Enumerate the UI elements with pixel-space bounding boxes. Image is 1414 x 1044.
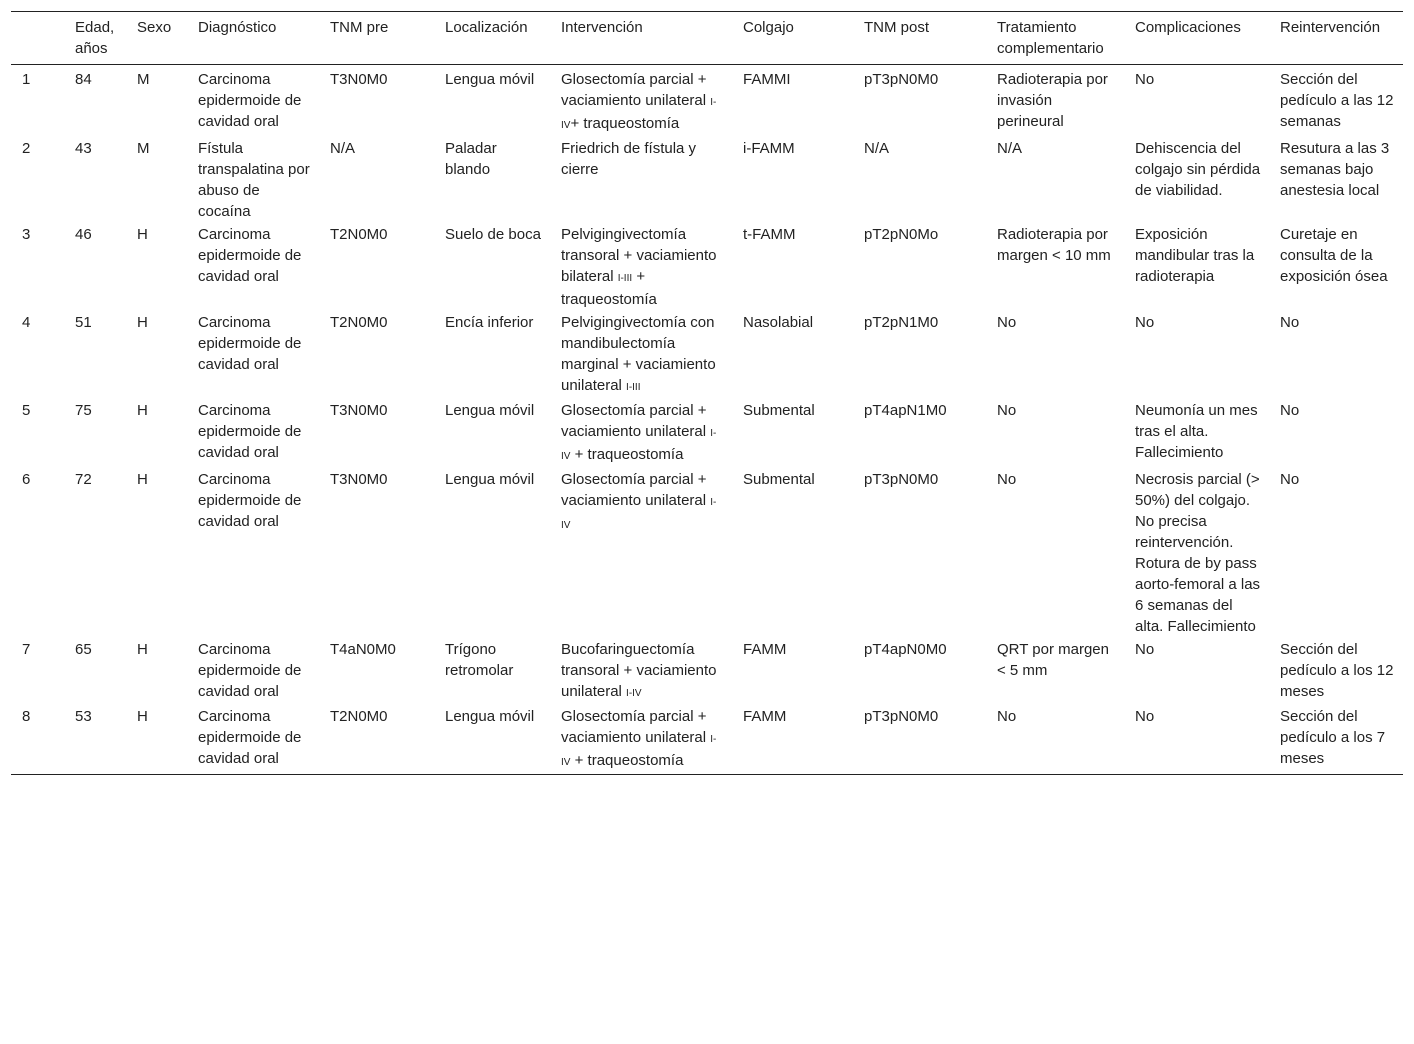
- intervencion-sc: I-IV: [561, 428, 717, 462]
- cell-tnm-pre: T3N0M0: [330, 402, 388, 419]
- cell-diagnostico: Carcinoma epidermoide de cavidad oral: [198, 471, 302, 530]
- cell-complicaciones: Dehiscencia del colgajo sin pérdida de viabilidad.: [1135, 140, 1261, 199]
- cell-reintervencion: Sección del pedículo a los 12 meses: [1280, 641, 1394, 700]
- cell-colgajo: FAMMI: [743, 71, 791, 88]
- cell-number: 6: [22, 471, 31, 488]
- cell-localizacion: Lengua móvil: [445, 471, 535, 488]
- patient-table-container: [11, 11, 1403, 775]
- header-col-edad: Edad, años: [75, 19, 115, 57]
- intervencion-pre: Bucofaringuectomía transoral + vaciamiento unilateral: [561, 641, 717, 700]
- cell-diagnostico: Carcinoma epidermoide de cavidad oral: [198, 402, 302, 461]
- cell-sexo: M: [137, 140, 150, 157]
- cell-diagnostico: Carcinoma epidermoide de cavidad oral: [198, 314, 302, 373]
- cell-tratamiento: No: [997, 471, 1017, 488]
- cell-edad: 75: [75, 402, 92, 419]
- cell-tnm-pre: T4aN0M0: [330, 641, 396, 658]
- cell-sexo: H: [137, 226, 148, 243]
- intervencion-sc: I-IV: [561, 497, 717, 531]
- cell-edad: 53: [75, 708, 92, 725]
- header-col-localizacion: Localización: [445, 19, 528, 36]
- header-col-tnm-pre: TNM pre: [330, 19, 389, 36]
- header-col-intervencion: Intervención: [561, 19, 643, 36]
- intervencion-pre: Friedrich de fístula y cierre: [561, 140, 697, 178]
- intervencion-sc: I-III: [617, 273, 633, 284]
- cell-edad: 51: [75, 314, 92, 331]
- table-row: [11, 223, 1403, 311]
- cell-tnm-post: pT3pN0M0: [864, 708, 939, 725]
- cell-tratamiento: No: [997, 402, 1017, 419]
- cell-tnm-post: pT3pN0M0: [864, 471, 939, 488]
- intervencion-post: + traqueostomía: [570, 115, 680, 132]
- cell-localizacion: Lengua móvil: [445, 708, 535, 725]
- cell-sexo: M: [137, 71, 150, 88]
- cell-tnm-post: N/A: [864, 140, 890, 157]
- cell-reintervencion: Sección del pedículo a las 12 semanas: [1280, 71, 1394, 130]
- intervencion-post: + traqueostomía: [570, 446, 684, 463]
- cell-diagnostico: Carcinoma epidermoide de cavidad oral: [198, 226, 302, 285]
- cell-tnm-pre: T3N0M0: [330, 471, 388, 488]
- header-col-tratamiento: Tratamiento complementario: [997, 19, 1104, 57]
- cell-localizacion: Lengua móvil: [445, 402, 535, 419]
- cell-edad: 46: [75, 226, 92, 243]
- cell-intervencion: [550, 137, 732, 223]
- table-row: [11, 137, 1403, 223]
- cell-number: 2: [22, 140, 31, 157]
- cell-reintervencion: No: [1280, 402, 1300, 419]
- cell-tnm-pre: T2N0M0: [330, 226, 388, 243]
- cell-colgajo: i-FAMM: [743, 140, 795, 157]
- intervencion-pre: Glosectomía parcial + vaciamiento unilateral: [561, 471, 711, 509]
- table-row: [11, 468, 1403, 638]
- cell-colgajo: t-FAMM: [743, 226, 796, 243]
- cell-tnm-pre: T2N0M0: [330, 314, 388, 331]
- cell-colgajo: FAMM: [743, 641, 787, 658]
- cell-diagnostico: Fístula transpalatina por abuso de cocaína: [198, 140, 310, 220]
- cell-diagnostico: Carcinoma epidermoide de cavidad oral: [198, 708, 302, 767]
- cell-reintervencion: Sección del pedículo a los 7 meses: [1280, 708, 1386, 767]
- intervencion-post: + traqueostomía: [561, 268, 657, 308]
- cell-sexo: H: [137, 402, 148, 419]
- header-col-tnm-post: TNM post: [864, 19, 930, 36]
- header-col-sexo: Sexo: [137, 19, 172, 36]
- cell-localizacion: Encía inferior: [445, 314, 534, 331]
- cell-number: 8: [22, 708, 31, 725]
- cell-reintervencion: No: [1280, 471, 1300, 488]
- header-col-reintervencion: Reintervención: [1280, 19, 1381, 36]
- intervencion-post: + traqueostomía: [570, 752, 684, 769]
- cell-sexo: H: [137, 471, 148, 488]
- cell-number: 3: [22, 226, 31, 243]
- cell-intervencion: [550, 223, 732, 311]
- cell-tnm-post: pT2pN0Mo: [864, 226, 939, 243]
- cell-colgajo: Nasolabial: [743, 314, 814, 331]
- header-row: [11, 12, 1403, 65]
- cell-localizacion: Lengua móvil: [445, 71, 535, 88]
- cell-tnm-post: pT3pN0M0: [864, 71, 939, 88]
- cell-reintervencion: Curetaje en consulta de la exposición ósea: [1280, 226, 1388, 285]
- cell-sexo: H: [137, 314, 148, 331]
- cell-complicaciones: No: [1135, 71, 1155, 88]
- table-header: [11, 12, 1403, 65]
- cell-diagnostico: Carcinoma epidermoide de cavidad oral: [198, 641, 302, 700]
- cell-tnm-post: pT2pN1M0: [864, 314, 939, 331]
- cell-complicaciones: No: [1135, 314, 1155, 331]
- intervencion-sc: I-IV: [561, 734, 717, 768]
- cell-number: 7: [22, 641, 31, 658]
- cell-reintervencion: Resutura a las 3 semanas bajo anestesia local: [1280, 140, 1390, 199]
- cell-intervencion: [550, 399, 732, 468]
- cell-intervencion: [550, 65, 732, 138]
- table-row: [11, 399, 1403, 468]
- cell-complicaciones: No: [1135, 641, 1155, 658]
- cell-edad: 43: [75, 140, 92, 157]
- cell-number: 5: [22, 402, 31, 419]
- cell-intervencion: [550, 638, 732, 705]
- cell-sexo: H: [137, 708, 148, 725]
- intervencion-pre: Glosectomía parcial + vaciamiento unilateral: [561, 402, 711, 440]
- cell-tnm-post: pT4apN0M0: [864, 641, 947, 658]
- table-row: [11, 705, 1403, 775]
- cell-complicaciones: Neumonía un mes tras el alta. Fallecimiento: [1135, 402, 1258, 461]
- cell-tratamiento: Radioterapia por invasión perineural: [997, 71, 1108, 130]
- header-col-diagnostico: Diagnóstico: [198, 19, 277, 36]
- table-row: [11, 311, 1403, 399]
- cell-intervencion: [550, 705, 732, 775]
- cell-reintervencion: No: [1280, 314, 1300, 331]
- cell-complicaciones: Necrosis parcial (> 50%) del colgajo. No precisa reintervención. Rotura de by pass aorto-femoral a las 6 semanas del alta. Fallecimiento: [1135, 471, 1261, 635]
- cell-edad: 65: [75, 641, 92, 658]
- table-body: [11, 65, 1403, 775]
- cell-complicaciones: Exposición mandibular tras la radioterapia: [1135, 226, 1255, 285]
- cell-localizacion: Suelo de boca: [445, 226, 541, 243]
- intervencion-sc: I-IV: [626, 688, 642, 699]
- cell-tnm-pre: T3N0M0: [330, 71, 388, 88]
- cell-tratamiento: QRT por margen < 5 mm: [997, 641, 1109, 679]
- cell-localizacion: Trígono retromolar: [445, 641, 514, 679]
- cell-tratamiento: No: [997, 708, 1017, 725]
- cell-tnm-pre: N/A: [330, 140, 356, 157]
- header-col-number: [11, 12, 64, 65]
- header-col-complicaciones: Complicaciones: [1135, 19, 1241, 36]
- cell-colgajo: FAMM: [743, 708, 787, 725]
- intervencion-sc: I-III: [626, 382, 641, 393]
- cell-tratamiento: N/A: [997, 140, 1023, 157]
- intervencion-pre: Glosectomía parcial + vaciamiento unilateral: [561, 71, 711, 109]
- cell-colgajo: Submental: [743, 471, 815, 488]
- cell-number: 1: [22, 71, 31, 88]
- intervencion-sc: I-IV: [561, 97, 717, 131]
- cell-intervencion: [550, 311, 732, 399]
- cell-number: 4: [22, 314, 31, 331]
- intervencion-pre: Pelvigingivectomía transoral + vaciamiento bilateral: [561, 226, 717, 285]
- table-row: [11, 65, 1403, 138]
- cell-tnm-post: pT4apN1M0: [864, 402, 947, 419]
- intervencion-pre: Pelvigingivectomía con mandibulectomía marginal + vaciamiento unilateral: [561, 314, 716, 394]
- cell-complicaciones: No: [1135, 708, 1155, 725]
- cell-edad: 84: [75, 71, 92, 88]
- cell-tratamiento: No: [997, 314, 1017, 331]
- header-col-colgajo: Colgajo: [743, 19, 794, 36]
- table-row: [11, 638, 1403, 705]
- patient-table: [11, 11, 1403, 775]
- cell-tnm-pre: T2N0M0: [330, 708, 388, 725]
- cell-colgajo: Submental: [743, 402, 815, 419]
- cell-intervencion: [550, 468, 732, 638]
- cell-sexo: H: [137, 641, 148, 658]
- cell-tratamiento: Radioterapia por margen < 10 mm: [997, 226, 1111, 264]
- cell-localizacion: Paladar blando: [445, 140, 497, 178]
- cell-diagnostico: Carcinoma epidermoide de cavidad oral: [198, 71, 302, 130]
- intervencion-pre: Glosectomía parcial + vaciamiento unilateral: [561, 708, 711, 746]
- cell-edad: 72: [75, 471, 92, 488]
